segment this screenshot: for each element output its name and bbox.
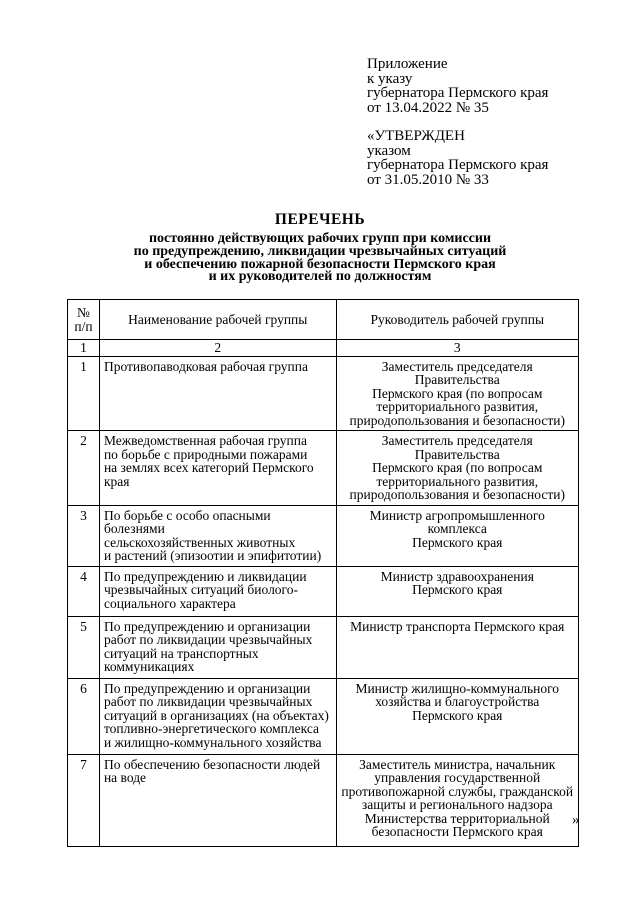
- row-number: 2: [68, 431, 100, 506]
- approved-line: «УТВЕРЖДЕН: [367, 128, 465, 144]
- row-group-name: По борьбе с особо опасными болезнями сельскохозяйственных животных и растений (эпизоотии и эпифитотии): [99, 505, 336, 566]
- table-index-row: [68, 340, 579, 357]
- table-row: [68, 566, 579, 616]
- row-number: 1: [68, 356, 100, 431]
- row-group-name: По предупреждению и организации работ по ликвидации чрезвычайных ситуаций на транспортных коммуникациях: [99, 616, 336, 678]
- table-row: [68, 356, 579, 431]
- table-row: [68, 678, 579, 754]
- annex-line: от 13.04.2022 № 35: [367, 99, 489, 116]
- approved-line: указом: [367, 142, 411, 159]
- row-group-name: Межведомственная рабочая группа по борьбе с природными пожарами на землях всех категорий Пермского края: [99, 431, 336, 506]
- table-row: [68, 505, 579, 566]
- annex-line: губернатора Пермского края: [367, 85, 549, 101]
- table-header-row: [68, 300, 579, 340]
- row-number: 6: [68, 678, 100, 754]
- table-row: [68, 754, 579, 846]
- row-group-head: Заместитель председателя Правительства Пермского края (по вопросам территориального развития, природопользования и безопасности): [336, 431, 579, 506]
- row-group-name: По предупреждению и ликвидации чрезвычайных ситуаций биолого- социального характера: [99, 566, 336, 616]
- row-group-name: По предупреждению и организации работ по ликвидации чрезвычайных ситуаций в организациях (на объектах) топливно-энергетического комплекса и жилищно-коммунального хозяйства: [99, 678, 336, 754]
- annex-line: к указу: [367, 70, 413, 87]
- row-group-head: Заместитель министра, начальник управления государственной противопожарной службы, гражданской защиты и регионального надзора Министерства территориальной безопасности Пермского края: [336, 754, 579, 846]
- row-group-name: Противопаводковая рабочая группа: [99, 356, 336, 431]
- header-number: № п/п: [68, 300, 100, 340]
- approved-line: губернатора Пермского края: [367, 157, 549, 173]
- row-group-head: Министр транспорта Пермского края: [336, 616, 579, 678]
- subtitle-line: и их руководителей по должностям: [208, 269, 432, 285]
- row-group-head: Министр жилищно-коммунального хозяйства и благоустройства Пермского края: [336, 678, 579, 754]
- row-number: 4: [68, 566, 100, 616]
- continuation-mark: »: [572, 812, 580, 828]
- row-number: 5: [68, 616, 100, 678]
- approved-line: от 31.05.2010 № 33: [367, 171, 489, 188]
- annex-line: Приложение: [367, 56, 448, 72]
- document-title: ПЕРЕЧЕНЬ: [274, 211, 366, 228]
- index-cell: 1: [68, 340, 100, 357]
- index-cell: 3: [336, 340, 579, 357]
- index-cell: 2: [99, 340, 336, 357]
- subtitle-line: по предупреждению, ликвидации чрезвычайных ситуаций: [133, 243, 507, 259]
- working-groups-table: [67, 299, 579, 847]
- row-group-head: Заместитель председателя Правительства Пермского края (по вопросам территориального развития, природопользования и безопасности): [336, 356, 579, 431]
- row-number: 3: [68, 505, 100, 566]
- row-number: 7: [68, 754, 100, 846]
- document-subtitle: [0, 233, 640, 284]
- subtitle-line: и обеспечению пожарной безопасности Пермского края: [144, 256, 496, 272]
- subtitle-line: постоянно действующих рабочих групп при комиссии: [148, 231, 492, 246]
- header-group-name: Наименование рабочей группы: [99, 300, 336, 340]
- row-group-name: По обеспечению безопасности людей на воде: [99, 754, 336, 846]
- annex-block: [367, 57, 548, 187]
- table-row: [68, 616, 579, 678]
- row-group-head: Министр агропромышленного комплекса Пермского края: [336, 505, 579, 566]
- table-row: [68, 431, 579, 506]
- header-group-head: Руководитель рабочей группы: [336, 300, 579, 340]
- row-group-head: Министр здравоохранения Пермского края: [336, 566, 579, 616]
